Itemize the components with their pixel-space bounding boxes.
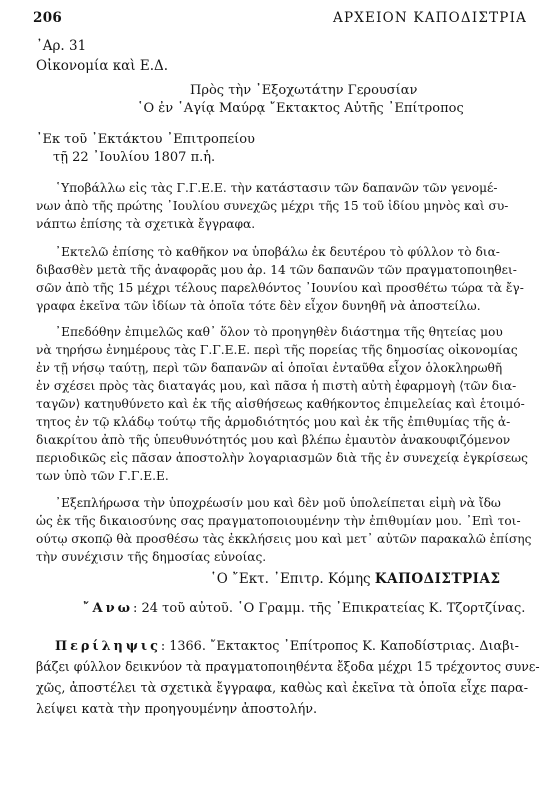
origin-date: τῇ 22 ᾽Ιουλίου 1807 π.ἡ. — [53, 150, 216, 165]
body-line: ἐν τῇ νήσῳ ταύτῃ, περὶ τῶν δαπανῶν αἱ ὁποῖαι ἐνταῦθα εἶχον ὁλοκληρωθῆ — [36, 361, 503, 375]
body-line: των ὑπὸ τῶν Γ.Γ.Ε.Ε. — [36, 469, 169, 483]
body-line: ᾽Εξεπλήρωσα τὴν ὑποχρέωσίν μου καὶ δὲν μοῦ ὑπολείπεται εἰμὴ νὰ ἴδω — [55, 496, 501, 510]
summary-text: : 1366. ῎Εκτακτος ᾽Επίτροπος Κ. Καποδίστριας. Διαβι- — [160, 639, 519, 654]
body-line: ῾Υποβάλλω εἰς τὰς Γ.Γ.Ε.Ε. τὴν κατάστασιν τῶν δαπανῶν τῶν γενομέ- — [55, 181, 498, 195]
signature-title: ῾Ο ῎Εκτ. ᾽Επιτρ. Κόμης — [210, 571, 371, 587]
body-line: τὴν συνέχισιν τῆς δημοσίας εὐνοίας. — [36, 550, 267, 564]
signature — [210, 571, 501, 587]
origin-line: ᾽Εκ τοῦ ᾽Εκτάκτου ᾽Επιτροπείου — [36, 132, 255, 147]
document-category: Οἰκονομία καὶ Ε.Δ. — [36, 58, 169, 74]
body-line: γραφα ἐκεῖνα τῶν ἰδίων τὰ ὁποῖα τότε δὲν εἶχον δυνηθῆ νὰ ἀποστείλω. — [36, 299, 481, 313]
body-line: νάπτω ἐπίσης τὰ σχετικὰ ἔγγραφα. — [36, 217, 256, 231]
body-line: διβασθὲν μετὰ τῆς ἀναφορᾶς μου ἀρ. 14 τῶν δαπανῶν τῶν πραγματοποιηθει- — [36, 263, 517, 277]
body-line: ούτῳ σκοπῷ θὰ προσθέσω τὰς ἐκκλήσεις μου καὶ μετ᾽ αὐτῶν παρακαλῶ ἐπίσης — [36, 532, 532, 546]
page-number: 206 — [33, 10, 63, 26]
body-line: ταγῶν⟩ κατηυθύνετο καὶ ἐκ τῆς αἰσθήσεως καθήκοντος ἐπιμελείας καὶ ἑτοιμό- — [36, 397, 525, 411]
body-line: σῶν ἀπὸ τῆς 15 μέχρι τέλους παρελθόντος ᾽Ιουνίου καὶ προσθέτω τώρα τὰ ἔγ- — [36, 281, 524, 295]
body-line: ὡς ἐκ τῆς δικαιοσύνης σας πραγματοποιουμένην τὴν ἐπιθυμίαν μου. ᾽Επὶ τοι- — [36, 514, 521, 528]
summary-line — [55, 637, 519, 656]
signature-name: ΚΑΠΟΔΙΣΤΡΙΑΣ — [374, 571, 501, 587]
body-line: ᾽Εκτελῶ ἐπίσης τὸ καθῆκον να ὑποβάλω ἐκ δευτέρου τὸ φύλλον τὸ δια- — [55, 245, 500, 259]
body-line: ἐν σχέσει πρὸς τὰς διαταγάς μου, καὶ πᾶσα ἡ πιστὴ αὐτὴ ἐφαρμογὴ ⟨τῶν δια- — [36, 379, 517, 393]
marginal-note — [83, 601, 525, 616]
summary-line: λείψει κατὰ τὴν προηγουμένην ἀποστολήν. — [36, 702, 318, 717]
summary-line: βάζει φύλλον δεικνύον τὰ πραγματοποιηθέντα ἔξοδα μέχρι 15 τρέχοντος συνε- — [36, 660, 540, 675]
address-line: Πρὸς τὴν ᾽Εξοχωτάτην Γερουσίαν — [190, 83, 418, 98]
body-line: διακρίτου ἀπὸ τῆς ὑπευθυνότητός μου καὶ βλέπω ἐμαυτὸν ἀνακουφιζόμενον — [36, 433, 511, 447]
address-line: ῾Ο ἐν ῾Αγίᾳ Μαύρᾳ ῎Εκτακτος Αὐτῆς ᾽Επίτροπος — [137, 101, 464, 116]
running-title: ΑΡΧΕΙΟΝ ΚΑΠΟΔΙΣΤΡΙΑ — [333, 10, 528, 26]
document-number: ᾽Αρ. 31 — [36, 38, 87, 54]
body-line: περιοδικῶς εἰς πᾶσαν ἀποστολὴν λογαριασμῶν διὰ τῆς ἐν συνεχείᾳ ἐγκρίσεως — [36, 451, 528, 465]
body-line: νων ἀπὸ τῆς πρώτης ᾽Ιουλίου συνεχῶς μέχρι τῆς 15 τοῦ ἰδίου μηνὸς καὶ συ- — [36, 199, 509, 213]
body-line: ᾽Επεδόθην ἐπιμελῶς καθ᾽ ὅλον τὸ προηγηθὲν διάστημα τῆς θητείας μου — [55, 325, 503, 339]
note-label: ῎Ανω — [83, 601, 133, 616]
summary-line: χῶς, ἀποστέλει τὰ σχετικὰ ἔγγραφα, καθὼς καὶ ἐκεῖνα τὰ ὁποῖα εἶχε παρα- — [36, 681, 529, 696]
body-line: νὰ τηρήσω ἐνημέρους τὰς Γ.Γ.Ε.Ε. περὶ τῆς πορείας τῆς δημοσίας οἰκονομίας — [36, 343, 518, 357]
summary-label: Περίληψις — [55, 639, 161, 654]
note-text: : 24 τοῦ αὐτοῦ. ῾Ο Γραμμ. τῆς ᾽Επικρατείας Κ. Τζορτζίνας. — [132, 601, 526, 616]
body-line: τητος ἐν τῷ κλάδῳ τούτῳ τῆς ἁρμοδιότητός μου καὶ ἐκ τῆς ἐπιθυμίας τῆς ἀ- — [36, 415, 511, 429]
